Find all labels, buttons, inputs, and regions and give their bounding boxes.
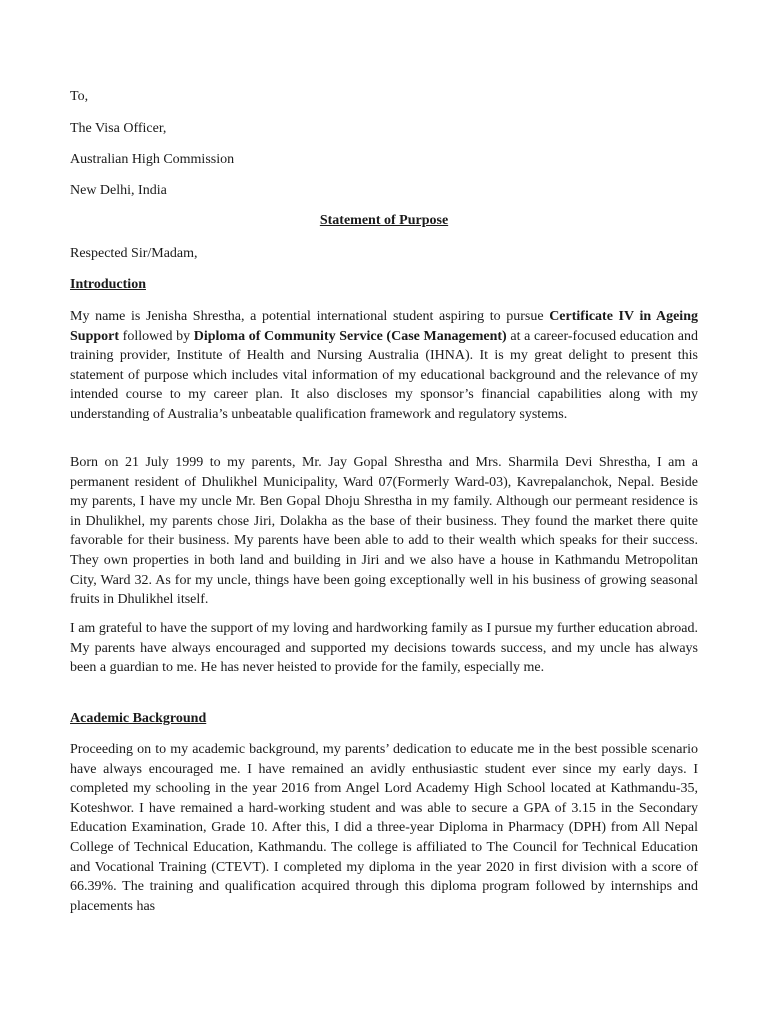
intro-paragraph-1 [70, 307, 698, 425]
course-2: Diploma of Community Service (Case Management) [193, 328, 507, 344]
intro-paragraph-2: Born on 21 July 1999 to my parents, Mr. Jay Gopal Shrestha and Mrs. Sharmila Devi Shrestha, I am a permanent resident of Dhulikhel Municipality, Ward 07(Formerly Ward-03), Kavrepalanchok, Nepal. Beside my parents, I have my uncle Mr. Ben Gopal Dhoju Shrestha in my family. Although our permeant residence is in Dhulikhel, my parents chose Jiri, Dolakha as the base of their business. They found the market there quite favorable for their business. My parents have been able to add to their wealth which speaks for their success. They own properties in both land and building in Jiri and we also have a house in Kathmandu Metropolitan City, Ward 32. As for my uncle, things have been going exceptionally well in his business of growing seasonal fruits in Dhulikhel itself. [70, 455, 698, 608]
intro-p1-text-c: at a career-focused education and training provider, Institute of Health and Nursing Australia (IHNA). It is my great delight to present this statement of purpose which includes vital information of my educational background and the relevance of my intended course to my career plan. It also discloses my sponsor’s financial capabilities along with my understanding of Australia’s unbeatable qualification framework and regulatory systems. [70, 328, 699, 422]
introduction-heading: Introduction [70, 277, 146, 292]
recipient-location: New Delhi, India [70, 183, 167, 198]
salutation-to: To, [70, 89, 89, 104]
academic-paragraph-1: Proceeding on to my academic background, my parents’ dedication to educate me in the best possible scenario have always encouraged me. I have remained an avidly enthusiastic student ever since my early days. I completed my schooling in the year 2016 from Angel Lord Academy High School located at Kathmandu-35, Koteshwor. I have remained a hard-working student and was able to secure a GPA of 3.15 in the Secondary Education Examination, Grade 10. After this, I did a three-year Diploma in Pharmacy (DPH) from All Nepal College of Technical Education, Kathmandu. The college is affiliated to The Council for Technical Education and Vocational Training (CTEVT). I completed my diploma in the year 2020 in first division with a score of 66.39%. The training and qualification acquired through this diploma program followed by internships and placements has [70, 742, 698, 914]
intro-paragraph-3: I am grateful to have the support of my loving and hardworking family as I pursue my further education abroad. My parents have always encouraged and supported my decisions towards success, and my uncle has always been a guardian to me. He has never heisted to provide for the family, especially me. [70, 621, 698, 676]
greeting: Respected Sir/Madam, [70, 246, 198, 261]
course-1: Certificate IV in Ageing Support [70, 309, 698, 344]
recipient-title: The Visa Officer, [70, 121, 167, 136]
recipient-org: Australian High Commission [70, 152, 235, 167]
intro-p1-text-b: followed by [119, 328, 194, 344]
document-title: Statement of Purpose [319, 213, 449, 228]
academic-background-heading: Academic Background [70, 711, 207, 726]
intro-p1-text-a: My name is Jenisha Shrestha, a potential international student aspiring to pursue [70, 309, 550, 324]
